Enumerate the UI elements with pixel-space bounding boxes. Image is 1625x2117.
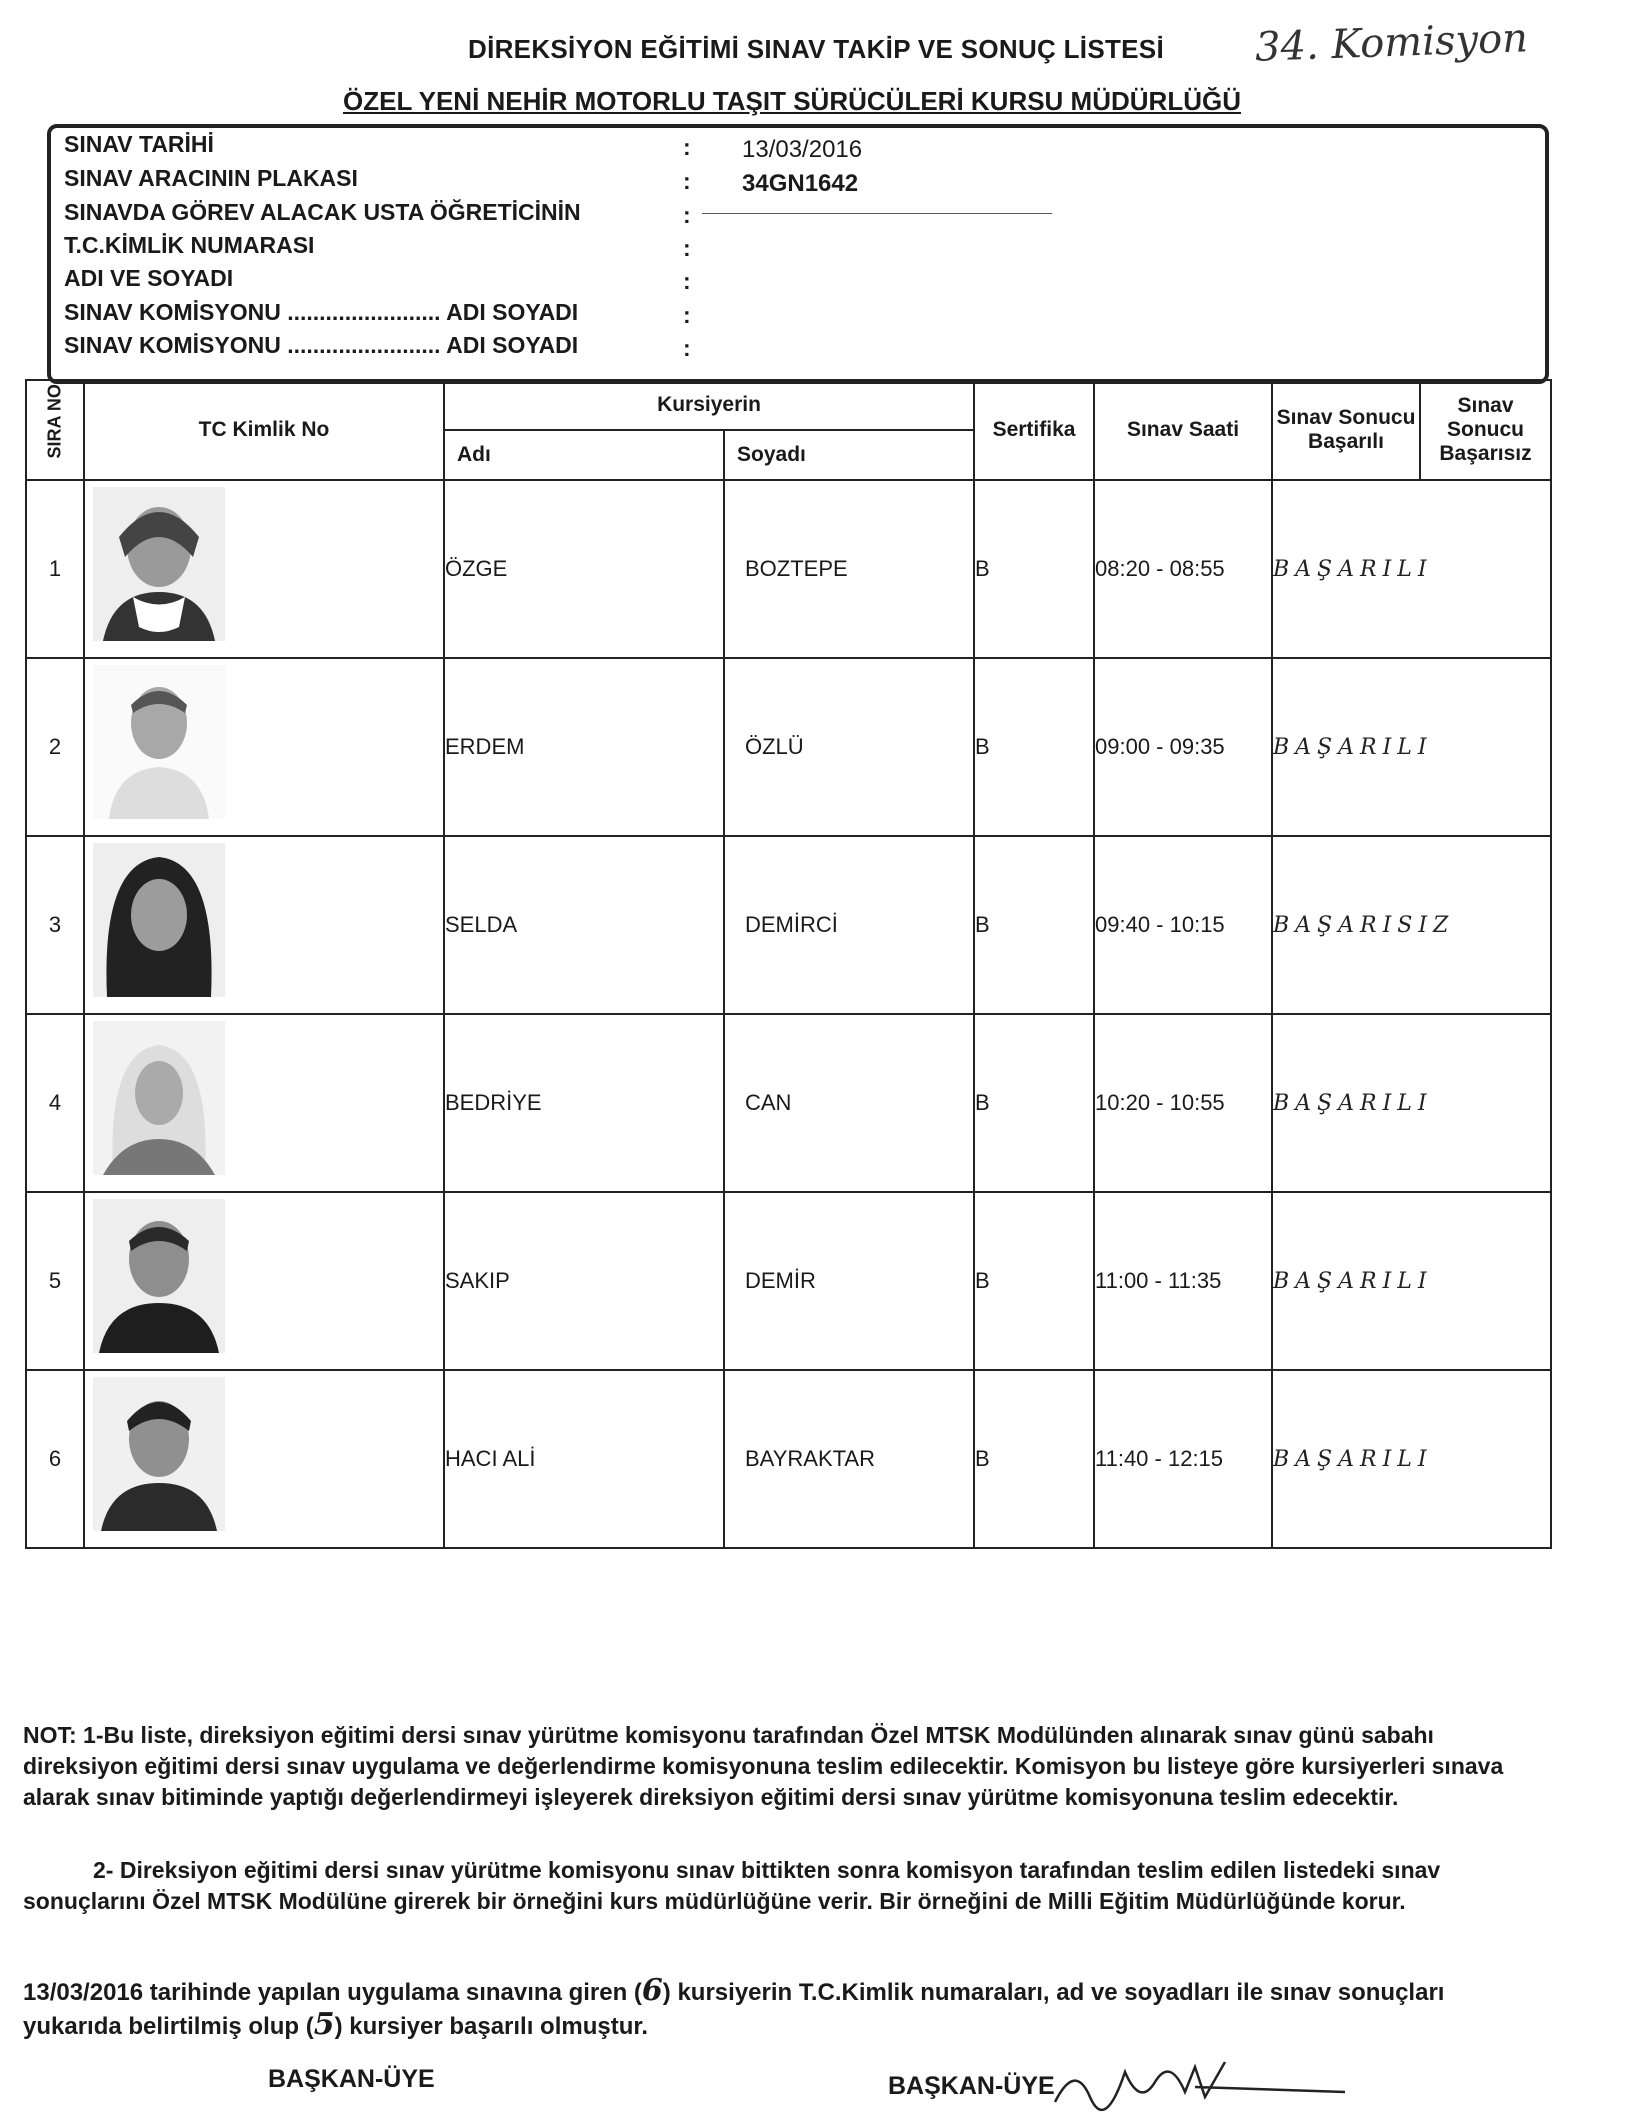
last-name: CAN bbox=[724, 1014, 974, 1192]
colon: : bbox=[683, 335, 691, 361]
signature-label-left: BAŞKAN-ÜYE bbox=[268, 2065, 435, 2093]
exam-result: BAŞARISIZ bbox=[1272, 836, 1551, 1014]
row-number: 3 bbox=[26, 836, 84, 1014]
kursiyerin-header: Kursiyerin bbox=[444, 380, 974, 430]
exam-time: 08:20 - 08:55 bbox=[1094, 480, 1272, 658]
tc-cell bbox=[84, 480, 444, 658]
last-name: DEMİRCİ bbox=[724, 836, 974, 1014]
candidate-photo bbox=[93, 1377, 225, 1531]
table-row bbox=[26, 480, 1551, 658]
first-name: ERDEM bbox=[444, 658, 724, 836]
note-paragraph-2: 2- Direksiyon eğitimi dersi sınav yürütme komisyonu sınav bittikten sonra komisyon tarafından teslim edilen listedeki sınav sonuçlarını Özel MTSK Modülüne girerek bir örneğini kurs müdürlüğüne verir. Bir örneğini de Milli Eğitim Müdürlüğünde korur. bbox=[23, 1857, 1441, 1914]
name-surname-label: ADI VE SOYADI bbox=[64, 265, 234, 291]
certificate-class: B bbox=[974, 1014, 1094, 1192]
exam-time: 09:00 - 09:35 bbox=[1094, 658, 1272, 836]
plate-value: 34GN1642 bbox=[742, 170, 859, 197]
candidate-table bbox=[25, 379, 1552, 1549]
sertifika-header: Sertifika bbox=[974, 380, 1094, 480]
candidate-photo bbox=[93, 1199, 225, 1353]
last-name: ÖZLÜ bbox=[724, 658, 974, 836]
row-number: 5 bbox=[26, 1192, 84, 1370]
candidate-photo bbox=[93, 487, 225, 641]
certificate-class: B bbox=[974, 480, 1094, 658]
colon: : bbox=[683, 235, 691, 261]
exam-time: 11:40 - 12:15 bbox=[1094, 1370, 1272, 1548]
colon: : bbox=[683, 168, 691, 194]
instructor-label: SINAVDA GÖREV ALACAK USTA ÖĞRETİCİNİN bbox=[64, 199, 581, 225]
exam-result: BAŞARILI bbox=[1272, 1370, 1551, 1548]
colon: : bbox=[683, 268, 691, 294]
first-name: SELDA bbox=[444, 836, 724, 1014]
first-name: HACI ALİ bbox=[444, 1370, 724, 1548]
certificate-class: B bbox=[974, 658, 1094, 836]
first-name: BEDRİYE bbox=[444, 1014, 724, 1192]
row-number: 6 bbox=[26, 1370, 84, 1548]
candidate-photo bbox=[93, 1021, 225, 1175]
tc-cell bbox=[84, 1192, 444, 1370]
certificate-class: B bbox=[974, 1192, 1094, 1370]
exam-result: BAŞARILI bbox=[1272, 1014, 1551, 1192]
candidate-photo bbox=[93, 665, 225, 819]
first-name: SAKIP bbox=[444, 1192, 724, 1370]
first-name: ÖZGE bbox=[444, 480, 724, 658]
signature-label-right: BAŞKAN-ÜYE bbox=[888, 2072, 1055, 2100]
tc-number-label: T.C.KİMLİK NUMARASI bbox=[64, 232, 315, 258]
table-row bbox=[26, 1014, 1551, 1192]
summary-paragraph: 13/03/2016 tarihinde yapılan uygulama sınavına giren (6) kursiyerin T.C.Kimlik numaraları, ad ve soyadları ile sınav sonuçları yukarıda belirtilmiş olup (5) kursiyer başarılı olmuştur. bbox=[23, 1973, 1445, 2042]
last-name: DEMİR bbox=[724, 1192, 974, 1370]
tc-cell bbox=[84, 1370, 444, 1548]
soyadi-header: Soyadı bbox=[724, 430, 974, 480]
colon: : bbox=[683, 134, 691, 160]
tc-cell bbox=[84, 658, 444, 836]
tc-cell bbox=[84, 836, 444, 1014]
commission-2-label: SINAV KOMİSYONU ........................ ADI SOYADI bbox=[64, 332, 579, 358]
plate-label: SINAV ARACININ PLAKASI bbox=[64, 165, 358, 191]
candidate-photo bbox=[93, 843, 225, 997]
table-row bbox=[26, 1192, 1551, 1370]
page-title: DİREKSİYON EĞİTİMİ SINAV TAKİP VE SONUÇ LİSTESİ bbox=[468, 34, 1164, 64]
basarisiz-header: Sınav Sonucu Başarısız bbox=[1420, 380, 1551, 480]
exam-time: 09:40 - 10:15 bbox=[1094, 836, 1272, 1014]
adi-header: Adı bbox=[444, 430, 724, 480]
exam-date-label: SINAV TARİHİ bbox=[64, 131, 214, 157]
exam-time: 10:20 - 10:55 bbox=[1094, 1014, 1272, 1192]
handwritten-commission-note: 34. Komisyon bbox=[1254, 15, 1529, 71]
note-paragraph-1: NOT: 1-Bu liste, direksiyon eğitimi dersi sınav yürütme komisyonu tarafından Özel MTSK Modülünden alınarak sınav günü sabahı direksiyon eğitimi dersi sınav uygulama ve değerlendirme komisyonuna teslim edilecektir. Komisyon bu listeye göre kursiyerleri sınava alarak sınav bitiminde yaptığı değerlendirmeyi işleyerek direksiyon eğitimi dersi sınav yürütme komisyonuna teslim edecektir. bbox=[23, 1722, 1504, 1810]
row-number: 4 bbox=[26, 1014, 84, 1192]
exam-result: BAŞARILI bbox=[1272, 1192, 1551, 1370]
exam-result: BAŞARILI bbox=[1272, 480, 1551, 658]
tc-header: TC Kimlik No bbox=[84, 380, 444, 480]
table-row bbox=[26, 836, 1551, 1014]
sira-no-header: SIRA NO bbox=[26, 380, 84, 480]
tc-cell bbox=[84, 1014, 444, 1192]
colon: : bbox=[683, 202, 691, 228]
commission-1-label: SINAV KOMİSYONU ........................ ADI SOYADI bbox=[64, 299, 579, 325]
table-row bbox=[26, 658, 1551, 836]
institution-subtitle: ÖZEL YENİ NEHİR MOTORLU TAŞIT SÜRÜCÜLERİ KURSU MÜDÜRLÜĞÜ bbox=[343, 86, 1241, 116]
saat-header: Sınav Saati bbox=[1094, 380, 1272, 480]
table-row bbox=[26, 1370, 1551, 1548]
exam-result: BAŞARILI bbox=[1272, 658, 1551, 836]
exam-date-value: 13/03/2016 bbox=[742, 136, 863, 163]
last-name: BOZTEPE bbox=[724, 480, 974, 658]
certificate-class: B bbox=[974, 836, 1094, 1014]
last-name: BAYRAKTAR bbox=[724, 1370, 974, 1548]
instructor-underline bbox=[702, 213, 1052, 214]
exam-time: 11:00 - 11:35 bbox=[1094, 1192, 1272, 1370]
colon: : bbox=[683, 302, 691, 328]
handwritten-count: 6 bbox=[641, 1973, 663, 2008]
basarili-header: Sınav Sonucu Başarılı bbox=[1272, 380, 1420, 480]
handwritten-pass-count: 5 bbox=[313, 2007, 335, 2042]
signature-scribble bbox=[1045, 2052, 1345, 2117]
certificate-class: B bbox=[974, 1370, 1094, 1548]
row-number: 2 bbox=[26, 658, 84, 836]
row-number: 1 bbox=[26, 480, 84, 658]
